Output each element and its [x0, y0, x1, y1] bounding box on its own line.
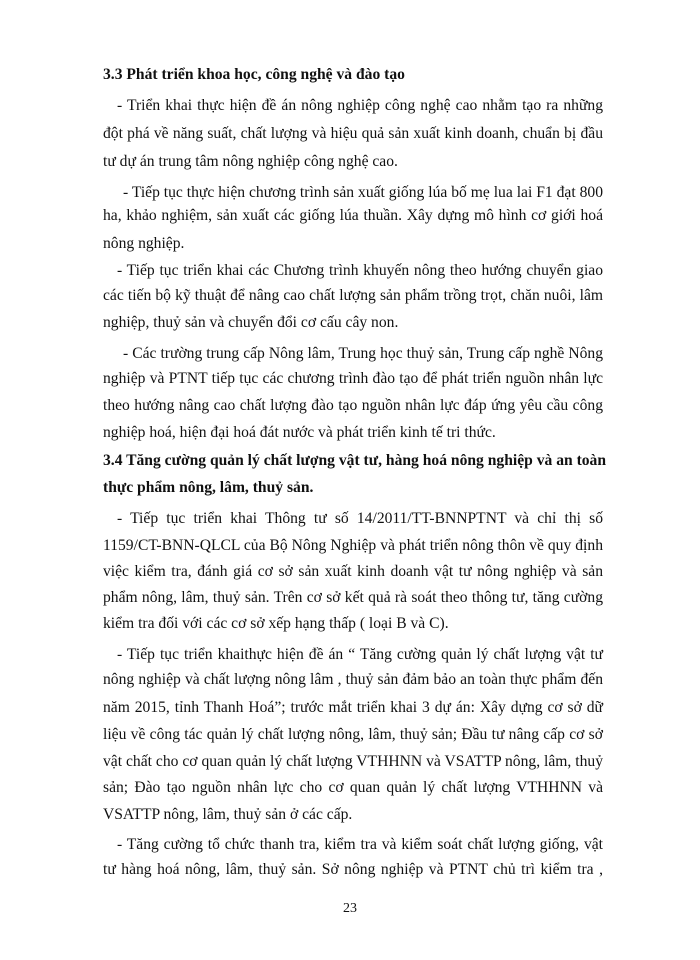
- paragraph-line: - Tiếp tục triển khai Thông tư số 14/2011/TT-BNNPTNT và chỉ thị số: [117, 510, 603, 527]
- section-heading: 3.4 Tăng cường quản lý chất lượng vật tư, hàng hoá nông nghiệp và an toàn: [103, 452, 607, 469]
- paragraph-line: ha, khảo nghiệm, sản xuất các giống lúa thuần. Xây dựng mô hình cơ giới hoá: [103, 207, 603, 224]
- paragraph-line: tư hàng hoá nông, lâm, thuỷ sản. Sở nông nghiệp và PTNT chủ trì kiểm tra ,: [103, 861, 603, 878]
- paragraph-line: vật chất cho cơ quan quản lý chất lượng VTHHNN và VSATTP nông, lâm, thuỷ: [103, 753, 603, 770]
- paragraph-line: nghiệp và PTNT tiếp tục các chương trình đào tạo để phát triển nguồn nhân lực: [103, 370, 603, 387]
- paragraph-line: nông nghiệp và chất lượng nông lâm , thuỷ sản đảm bảo an toàn thực phẩm đến: [103, 671, 603, 688]
- paragraph-line: - Triển khai thực hiện đề án nông nghiệp công nghệ cao nhằm tạo ra những: [117, 97, 603, 114]
- paragraph-line: nông nghiệp.: [103, 235, 185, 252]
- paragraph-line: đột phá về năng suất, chất lượng và hiệu quả sản xuất kinh doanh, chuẩn bị đầu: [103, 125, 603, 142]
- paragraph-line: - Tiếp tục triển khaithực hiện đề án “ Tăng cường quản lý chất lượng vật tư: [117, 646, 603, 663]
- page-number: 23: [343, 901, 357, 916]
- paragraph-line: - Các trường trung cấp Nông lâm, Trung học thuỷ sản, Trung cấp nghề Nông: [123, 345, 603, 362]
- paragraph-line: nghiệp hoá, hiện đại hoá đát nước và phát triển kinh tế tri thức.: [103, 424, 496, 441]
- section-heading: thực phẩm nông, lâm, thuỷ sản.: [103, 479, 314, 496]
- paragraph-line: tư dự án trung tâm nông nghiệp công nghệ cao.: [103, 153, 398, 170]
- paragraph-line: phẩm nông, lâm, thuỷ sản. Trên cơ sở kết quả rà soát theo thông tư, tăng cường: [103, 589, 603, 606]
- paragraph-line: liệu về công tác quản lý chất lượng nông, lâm, thuỷ sản; Đầu tư nâng cấp cơ sở: [103, 726, 603, 743]
- paragraph-line: việc kiểm tra, đánh giá cơ sở sản xuất kinh doanh vật tư nông nghiệp và sản: [103, 563, 603, 580]
- paragraph-line: kiểm tra đối với các cơ sở xếp hạng thấp ( loại B và C).: [103, 615, 449, 632]
- paragraph-line: theo hướng nâng cao chất lượng đào tạo nguồn nhân lực đáp ứng yêu cầu công: [103, 397, 603, 414]
- paragraph-line: các tiến bộ kỹ thuật để nâng cao chất lượng sản phẩm trồng trọt, chăn nuôi, lâm: [103, 287, 603, 304]
- paragraph-line: sản; Đào tạo nguồn nhân lực cho cơ quan quản lý chất lượng VTHHNN và: [103, 779, 603, 796]
- paragraph-line: 1159/CT-BNN-QLCL của Bộ Nông Nghiệp và phát triển nông thôn về quy định: [103, 537, 603, 554]
- paragraph-line: - Tiếp tục triển khai các Chương trình khuyến nông theo hướng chuyển giao: [117, 262, 603, 279]
- paragraph-line: nghiệp, thuỷ sản và chuyển đổi cơ cấu cây non.: [103, 314, 399, 331]
- section-heading: 3.3 Phát triển khoa học, công nghệ và đào tạo: [103, 66, 405, 83]
- paragraph-line: - Tiếp tục thực hiện chương trình sản xuất giống lúa bố mẹ lua lai F1 đạt 800: [123, 184, 603, 201]
- paragraph-line: - Tăng cường tổ chức thanh tra, kiểm tra và kiểm soát chất lượng giống, vật: [117, 836, 603, 853]
- paragraph-line: năm 2015, tỉnh Thanh Hoá”; trước mắt triển khai 3 dự án: Xây dựng cơ sở dữ: [103, 699, 603, 716]
- paragraph-line: VSATTP nông, lâm, thuỷ sản ở các cấp.: [103, 806, 353, 823]
